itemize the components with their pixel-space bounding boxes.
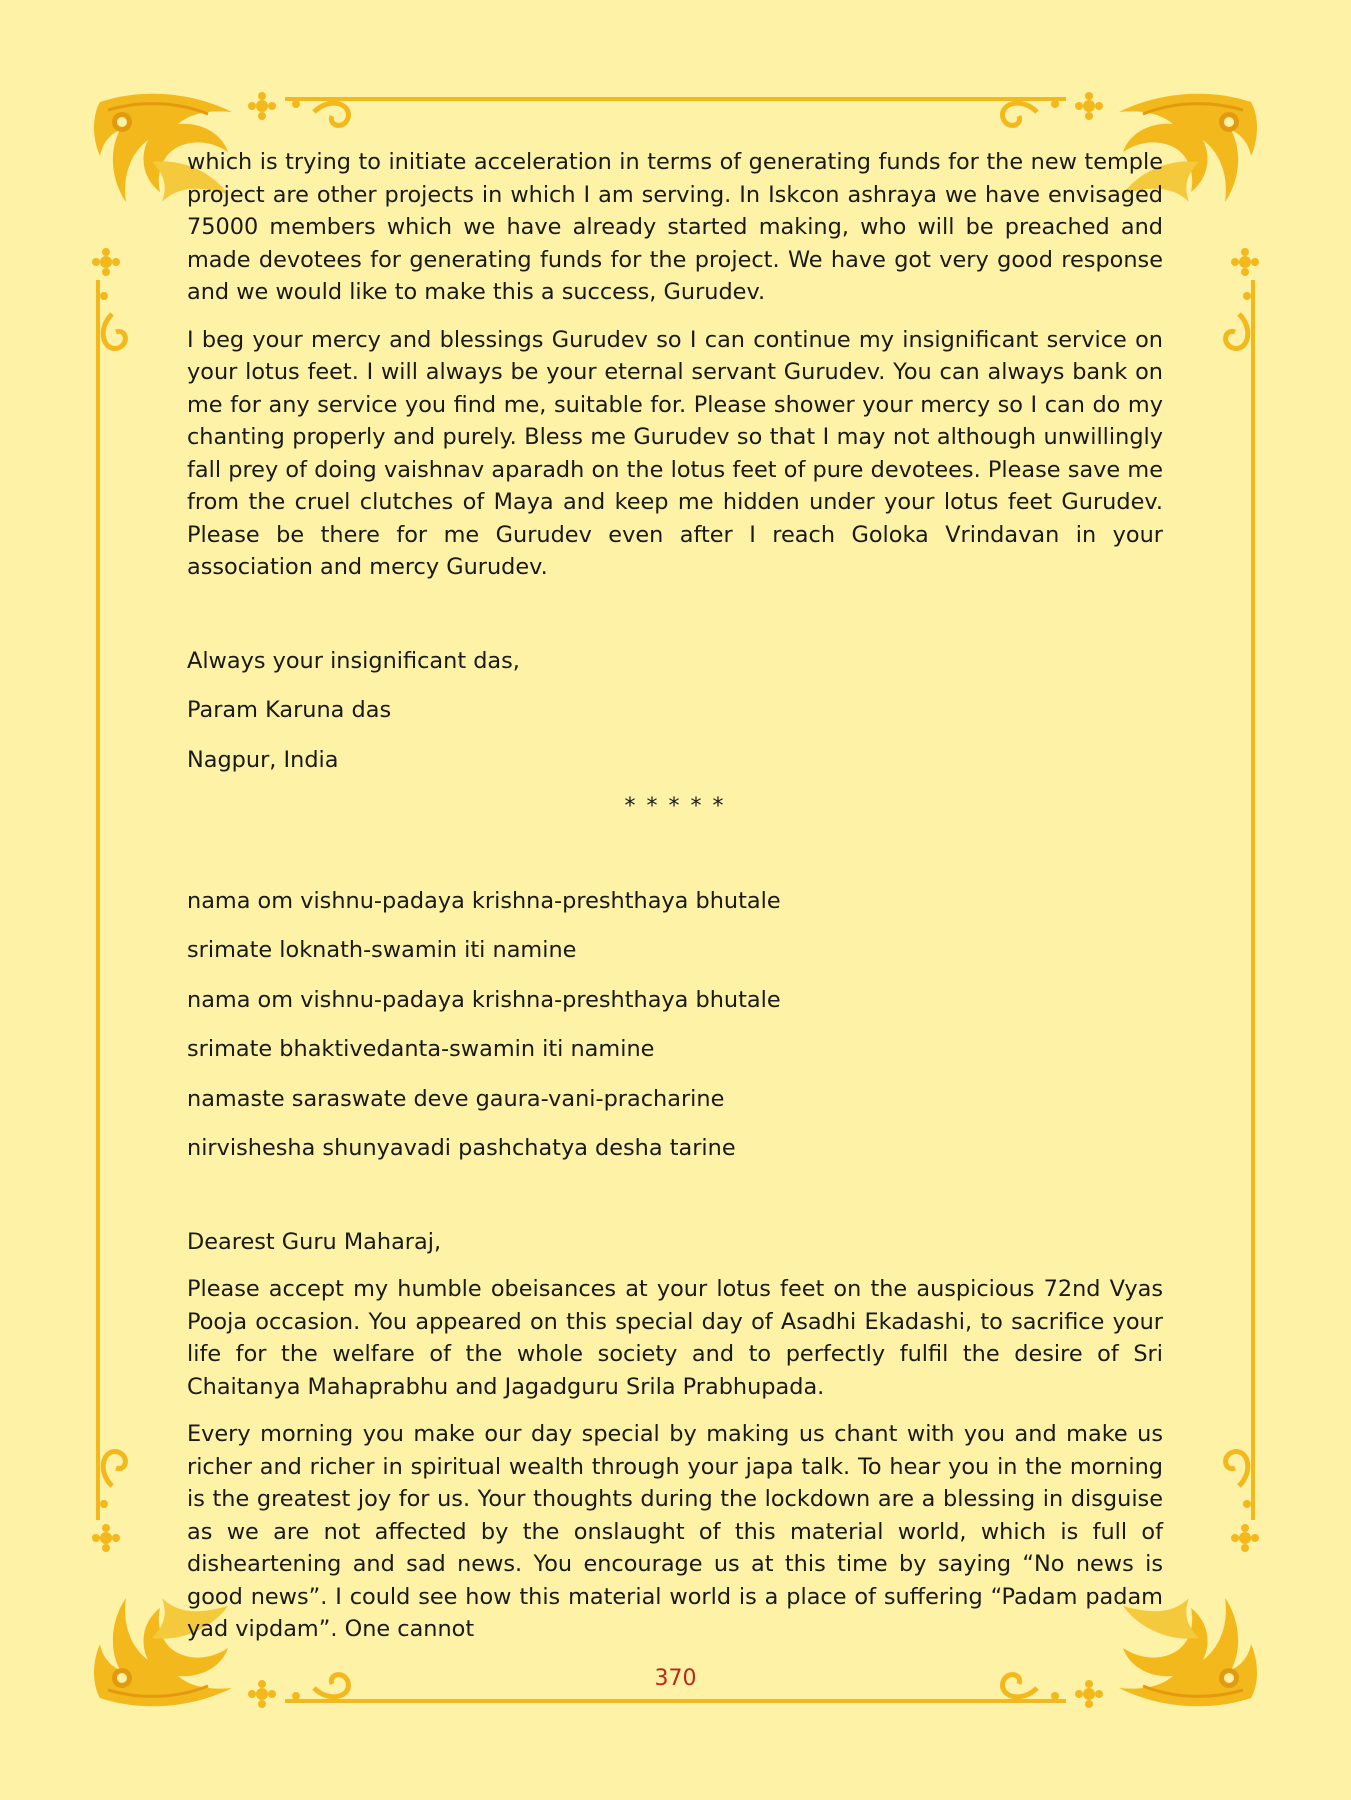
paragraph-continued: which is trying to initiate acceleration in terms of generating funds for the new temple project are other projects in which I am serving. In Iskcon ashraya we have envisaged 75000 members which we have already started making, who will be preached and made devotees for generating funds for the project. We have got very good response and we would like to make this a success, Gurudev.: [187, 149, 1163, 305]
signature-closing: Always your insignificant das,: [187, 647, 520, 674]
page-number: 370: [654, 1666, 697, 1691]
signature-place: Nagpur, India: [187, 746, 339, 773]
letter-greeting: Dearest Guru Maharaj,: [187, 1228, 442, 1255]
verse-line: namaste saraswate deve gaura-vani-pracharine: [187, 1085, 725, 1112]
paragraph-blessings: I beg your mercy and blessings Gurudev so I can continue my insignificant service on your lotus feet. I will always be your eternal servant Gurudev. You can always bank on me for any service you find me, suitable for. Please shower your mercy so I can do my chanting properly and purely. Bless me Gurudev so that I may not although unwillingly fall prey of doing vaishnav aparadh on the lotus feet of pure devotees. Please save me from the cruel clutches of Maya and keep me hidden under your lotus feet Gurudev. Please be there for me Gurudev even after I reach Goloka Vrindavan in your association and mercy Gurudev.: [187, 326, 1163, 580]
verse-line: srimate bhaktivedanta-swamin iti namine: [187, 1036, 655, 1062]
verse-line: srimate loknath-swamin iti namine: [187, 937, 577, 963]
section-separator: * * * * *: [624, 794, 726, 819]
verse-line: nama om vishnu-padaya krishna-preshthaya bhutale: [187, 887, 781, 914]
page-content: [187, 146, 1163, 1646]
paragraph-obeisances: Please accept my humble obeisances at your lotus feet on the auspicious 72nd Vyas Pooja occasion. You appeared on this special day of Asadhi Ekadashi, to sacrifice your life for the welfare of the whole society and to perfectly fulfil the desire of Sri Chaitanya Mahaprabhu and Jagadguru Srila Prabhupada.: [187, 1276, 1163, 1400]
paragraph-morning: Every morning you make our day special by making us chant with you and make us richer and richer in spiritual wealth through your japa talk. To hear you in the morning is the greatest joy for us. Your thoughts during the lockdown are a blessing in disguise as we are not affected by the onslaught of this material world, which is full of disheartening and sad news. You encourage us at this time by saying “No news is good news”. I could see how this material world is a place of suffering “Padam padam yad vipdam”. One cannot: [187, 1421, 1163, 1642]
signature-name: Param Karuna das: [187, 697, 392, 723]
verse-line: nirvishesha shunyavadi pashchatya desha tarine: [187, 1135, 736, 1161]
verse-line: nama om vishnu-padaya krishna-preshthaya bhutale: [187, 986, 781, 1013]
